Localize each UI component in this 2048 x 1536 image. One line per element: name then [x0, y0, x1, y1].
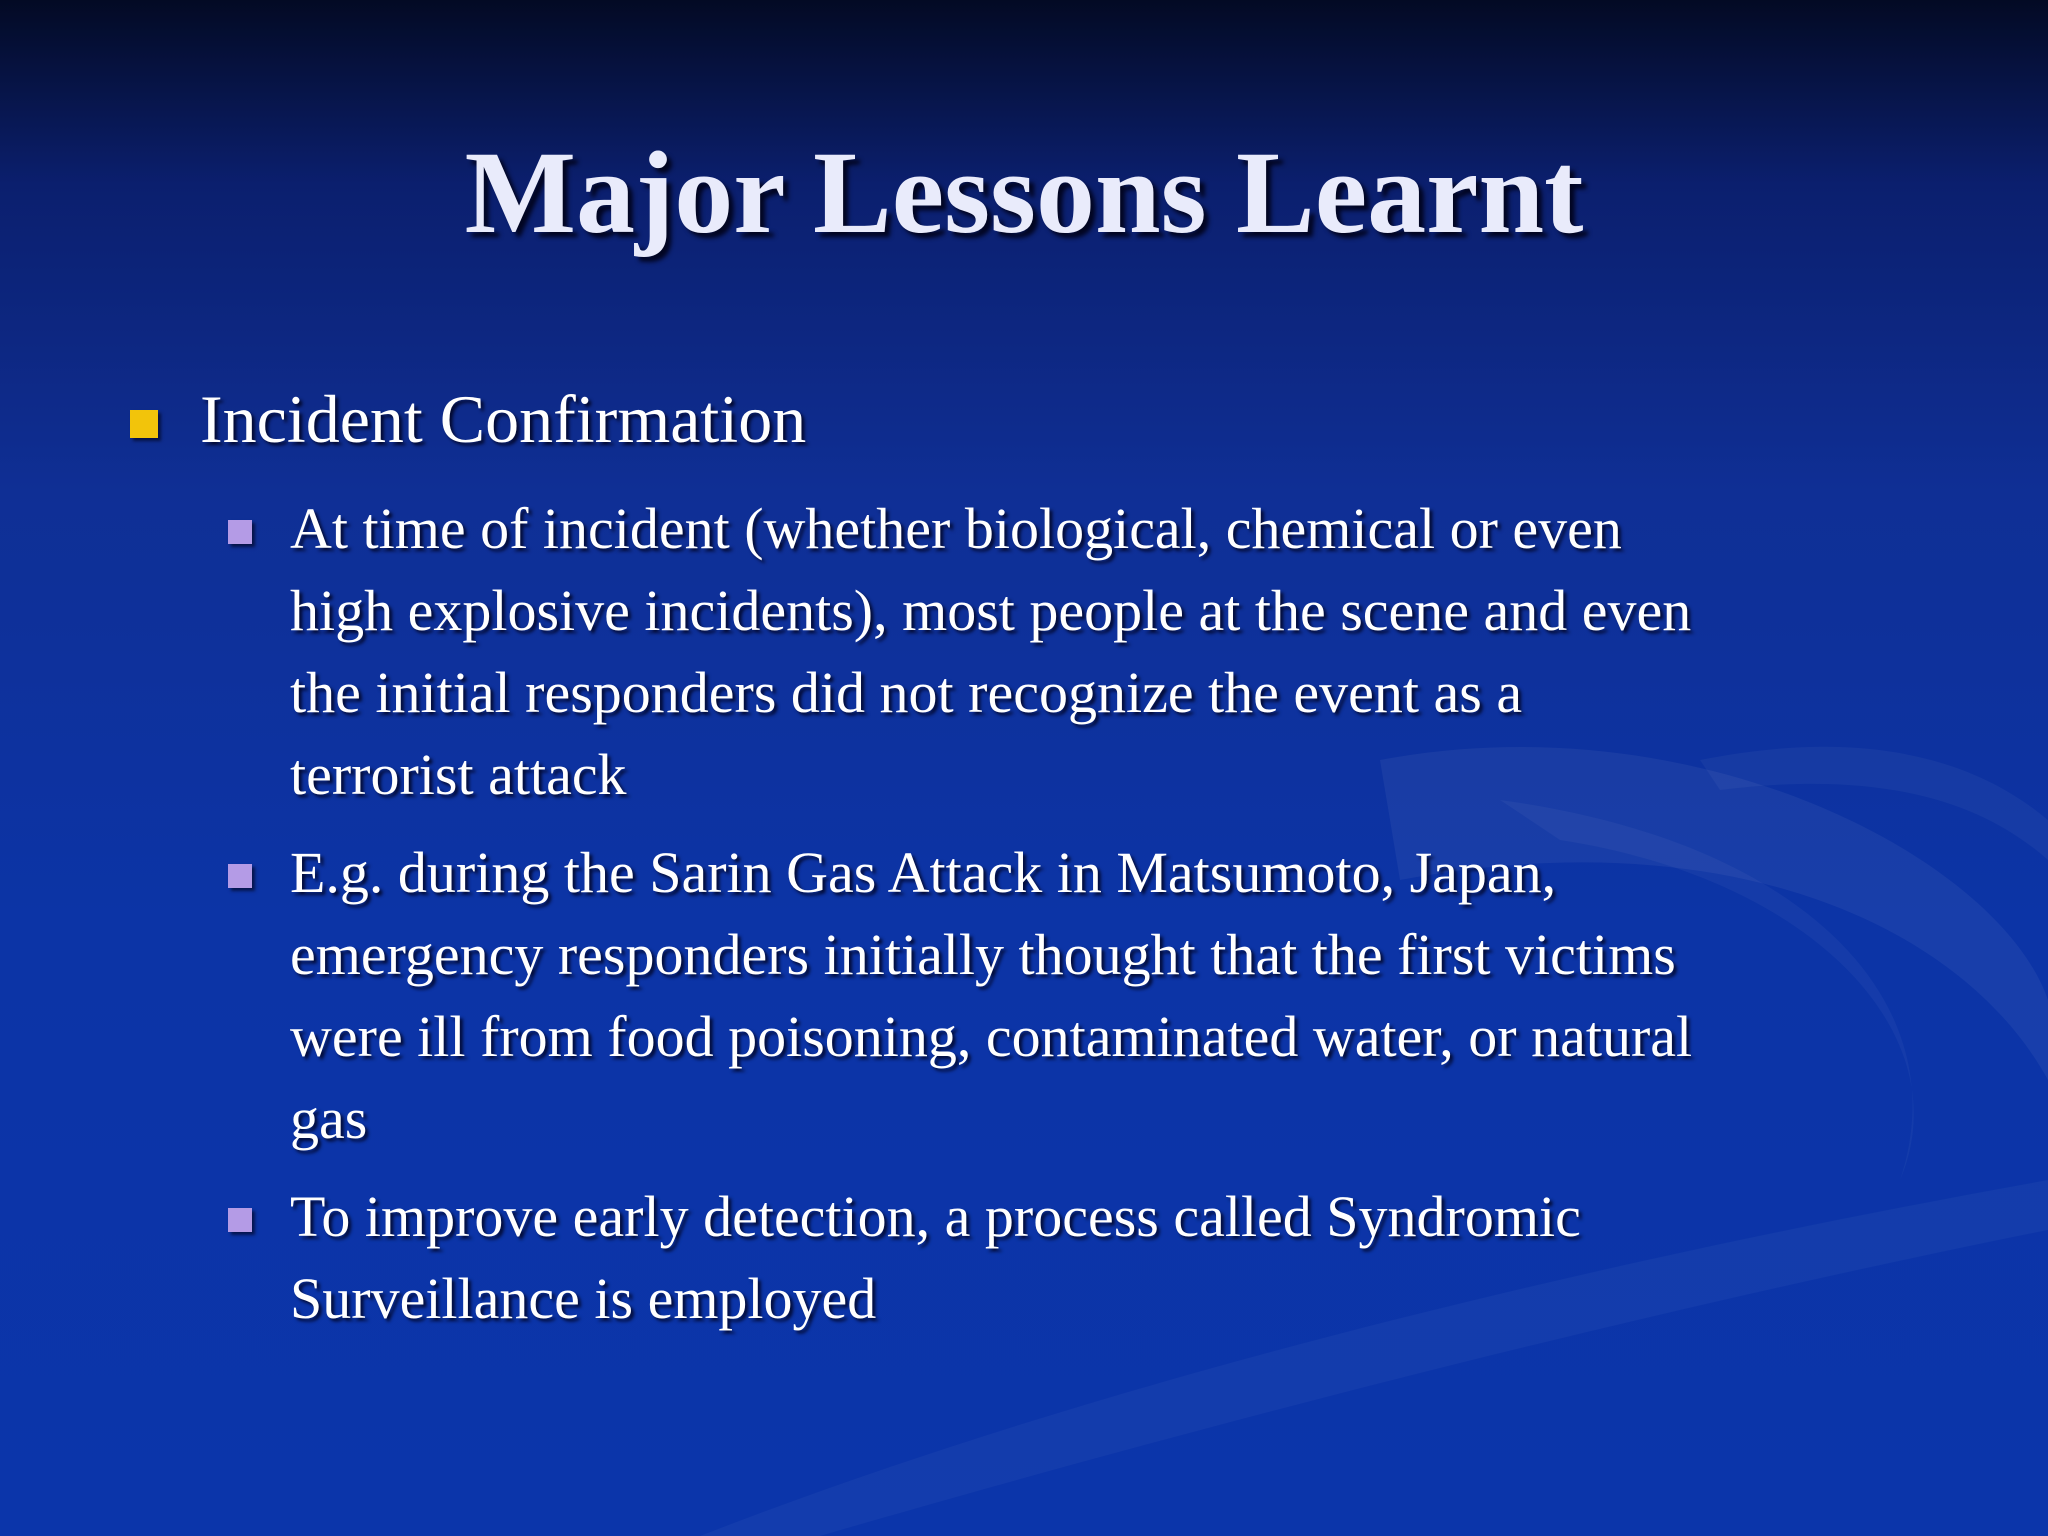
text-line: gas — [290, 1086, 368, 1151]
text-line: To improve early detection, a process called Syndromic — [290, 1184, 1581, 1249]
text-line: Surveillance is employed — [290, 1266, 877, 1331]
sub-bullet-square-icon — [228, 864, 252, 888]
bullet-square-icon — [130, 410, 158, 438]
sub-bullet-text — [290, 1176, 1930, 1340]
sub-bullet-square-icon — [228, 1208, 252, 1232]
text-line: At time of incident (whether biological, chemical or even — [290, 496, 1622, 561]
text-line: high explosive incidents), most people at the scene and even — [290, 578, 1692, 643]
text-line: E.g. during the Sarin Gas Attack in Matsumoto, Japan, — [290, 840, 1557, 905]
text-line: the initial responders did not recognize the event as a — [290, 660, 1523, 725]
text-line: terrorist attack — [290, 742, 627, 807]
sub-bullet-text — [290, 488, 1930, 816]
slide-title: Major Lessons Learnt — [464, 127, 1584, 258]
sub-bullet-text — [290, 832, 1930, 1160]
bullet-incident-confirmation: Incident Confirmation — [200, 381, 807, 457]
sub-bullet-square-icon — [228, 520, 252, 544]
text-line: were ill from food poisoning, contaminated water, or natural — [290, 1004, 1693, 1069]
text-line: emergency responders initially thought that the first victims — [290, 922, 1676, 987]
